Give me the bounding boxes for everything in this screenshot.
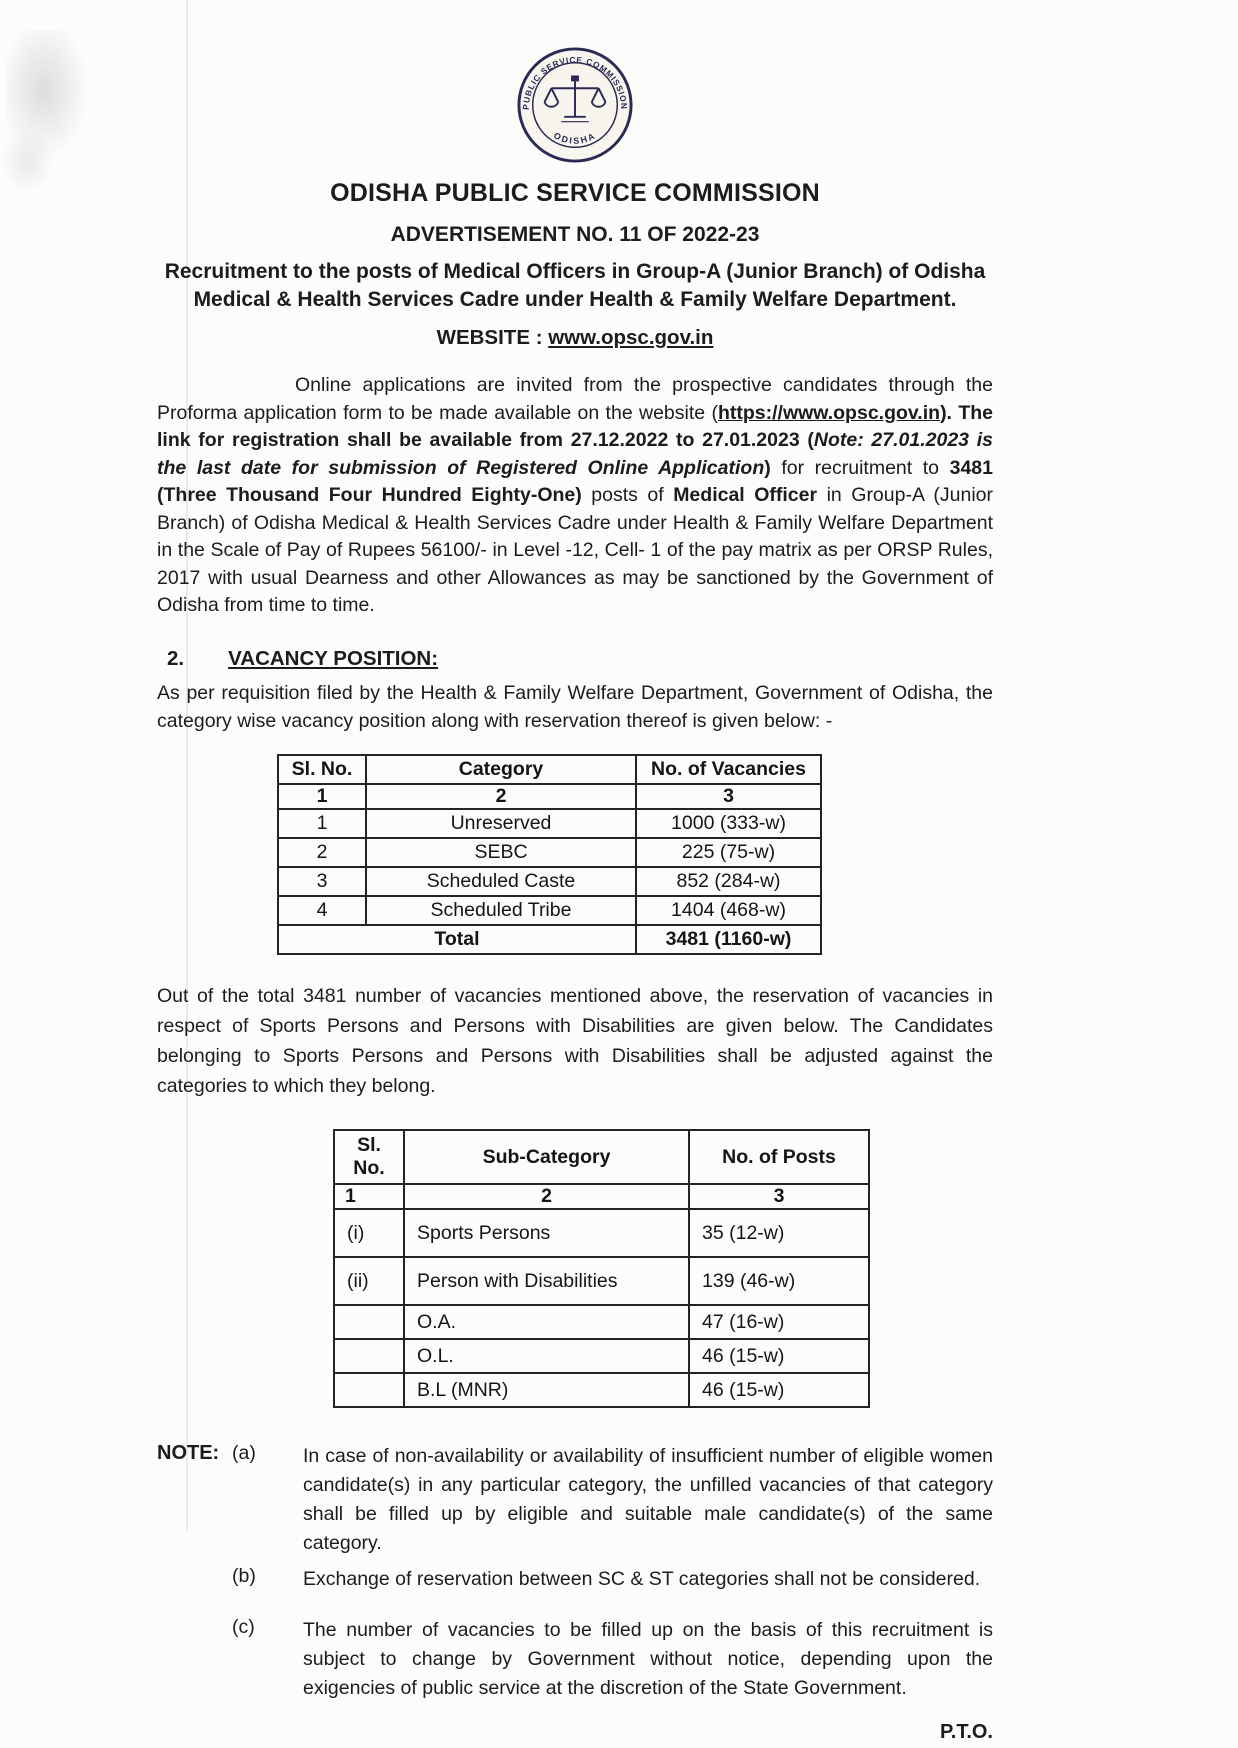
text-segment: The link for registration shall be available from 27.12.2022 to 27.01.2023 ( — [157, 401, 993, 451]
table-cell: 47 (16-w) — [689, 1305, 869, 1339]
recruitment-subtitle — [157, 258, 993, 314]
text-segment: Online applications are invited from the prospective candidates through the Proforma application form to be made available on the website ( — [157, 374, 993, 424]
table-cell: 1000 (333-w) — [636, 809, 821, 838]
table-cell: O.L. — [404, 1339, 689, 1373]
table-cell: 1404 (468-w) — [636, 896, 821, 925]
table-row — [334, 1339, 869, 1373]
table-cell: 225 (75-w) — [636, 838, 821, 867]
intro-paragraph — [157, 372, 993, 620]
pto-label: P.T.O. — [940, 1721, 993, 1743]
scan-smudge — [0, 130, 54, 194]
column-header: Category — [366, 755, 636, 784]
table-row — [278, 809, 821, 838]
column-number: 2 — [404, 1184, 689, 1209]
table-cell: 1 — [278, 809, 366, 838]
table-cell — [334, 1305, 404, 1339]
note-item — [157, 1442, 993, 1558]
text-segment: ) — [764, 456, 771, 479]
note-item — [157, 1616, 993, 1703]
table-row — [334, 1257, 869, 1305]
section-2-lead: As per requisition filed by the Health & Family Welfare Department, Government of Odisha, the category wise vacancy position along with reservation thereof is given below: - — [157, 681, 993, 732]
note-marker: (b) — [232, 1565, 256, 1587]
note-text: Exchange of reservation between SC & ST categories shall not be considered. — [303, 1568, 981, 1590]
table-cell: Scheduled Caste — [366, 867, 636, 896]
table-header-row — [334, 1130, 869, 1184]
section-2-heading — [157, 647, 993, 671]
table-cell: 852 (284-w) — [636, 867, 821, 896]
table-total-row — [278, 925, 821, 954]
note-text: The number of vacancies to be filled up on the basis of this recruitment is subject to change by Government without notice, depending upon the exigencies of public service at the discretion of the State Government. — [303, 1619, 993, 1699]
table-cell: 46 (15-w) — [689, 1373, 869, 1407]
note-label: NOTE: — [157, 1442, 220, 1464]
table-cell: 139 (46-w) — [689, 1257, 869, 1305]
table-cell: Unreserved — [366, 809, 636, 838]
document-content — [157, 0, 993, 1744]
column-header: Sub-Category — [404, 1130, 689, 1184]
text-segment: for recruitment to — [770, 456, 950, 479]
recruitment-line-2: Medical & Health Services Cadre under Health & Family Welfare Department. — [193, 288, 957, 311]
text-segment: 3481 (Three Thousand Four Hundred Eighty-One) — [157, 456, 993, 506]
table-cell — [334, 1339, 404, 1373]
org-title: ODISHA PUBLIC SERVICE COMMISSION — [330, 179, 820, 207]
table-header-row — [278, 755, 821, 784]
vacancy-table — [277, 754, 822, 955]
column-header: Sl. No. — [334, 1130, 404, 1184]
table-cell: 35 (12-w) — [689, 1209, 869, 1257]
column-number-row — [278, 784, 821, 809]
sub-category-table — [333, 1129, 870, 1408]
table-cell: Scheduled Tribe — [366, 896, 636, 925]
text-segment: Medical Officer — [673, 484, 818, 506]
column-number: 1 — [334, 1184, 404, 1209]
note-text: In case of non-availability or availability of insufficient number of eligible women candidate(s) in any particular category, the unfilled vacancies of that category shall be filled up by eligible and suitable male candidate(s) of the same category. — [303, 1445, 993, 1554]
column-header: No. of Vacancies — [636, 755, 821, 784]
table-cell: (ii) — [334, 1257, 404, 1305]
table-row — [334, 1209, 869, 1257]
website-line — [157, 326, 993, 350]
table-cell: (i) — [334, 1209, 404, 1257]
total-label: Total — [278, 925, 636, 954]
text-segment: ). — [940, 401, 959, 424]
website-label: WEBSITE : — [436, 326, 549, 349]
table-cell: 2 — [278, 838, 366, 867]
column-number-row — [334, 1184, 869, 1209]
opsc-seal-logo — [516, 46, 634, 164]
section-title: VACANCY POSITION: — [228, 646, 439, 670]
table-cell — [334, 1373, 404, 1407]
text-segment: posts of — [581, 484, 674, 506]
table-cell: O.A. — [404, 1305, 689, 1339]
table-cell: SEBC — [366, 838, 636, 867]
column-number: 3 — [689, 1184, 869, 1209]
table-cell: 4 — [278, 896, 366, 925]
table-cell: Sports Persons — [404, 1209, 689, 1257]
table-row — [278, 867, 821, 896]
column-number: 3 — [636, 784, 821, 809]
table-cell: 46 (15-w) — [689, 1339, 869, 1373]
inline-link[interactable]: https://www.opsc.gov.in — [717, 401, 941, 424]
table-cell: B.L (MNR) — [404, 1373, 689, 1407]
recruitment-line-1: Recruitment to the posts of Medical Officers in Group-A (Junior Branch) of Odisha — [164, 260, 986, 283]
column-number: 1 — [278, 784, 366, 809]
column-header: Sl. No. — [278, 755, 366, 784]
table-row — [278, 896, 821, 925]
seal-ring-text: PUBLIC SERVICE COMMISSION — [520, 54, 630, 110]
note-item — [157, 1565, 993, 1594]
notes-section — [157, 1442, 993, 1703]
table-row — [278, 838, 821, 867]
table-cell: 3 — [278, 867, 366, 896]
website-link[interactable]: www.opsc.gov.in — [548, 326, 714, 349]
advertisement-number: ADVERTISEMENT NO. 11 OF 2022-23 — [390, 223, 760, 246]
column-number: 2 — [366, 784, 636, 809]
note-marker: (c) — [232, 1616, 255, 1638]
column-header: No. of Posts — [689, 1130, 869, 1184]
text-segment: Note: 27.01.2023 is the last date for submission of Registered Online Application — [157, 429, 993, 479]
reservation-paragraph: Out of the total 3481 number of vacancies mentioned above, the reservation of vacancies in respect of Sports Persons and Persons with Disabilities are given below. The Candidates belonging to Sports Persons and Persons with Disabilities shall be adjusted against the categories to which they belong. — [157, 985, 993, 1097]
total-value: 3481 (1160-w) — [636, 925, 821, 954]
table-row — [334, 1305, 869, 1339]
table-cell: Person with Disabilities — [404, 1257, 689, 1305]
table-row — [334, 1373, 869, 1407]
logo-container — [157, 46, 993, 169]
note-marker: (a) — [232, 1442, 256, 1464]
seal-bottom-text: ODISHA — [552, 130, 598, 146]
text-segment: in Group-A (Junior Branch) of Odisha Medical & Health Services Cadre under Health & Family Welfare Department in the Scale of Pay of Rupees 56100/- in Level -12, Cell- 1 of the pay matrix as per ORSP Rules, 2017 with usual Dearness and other Allowances as may be sanctioned by the Government of Odisha from time to time. — [157, 484, 994, 616]
section-number: 2. — [167, 646, 185, 670]
